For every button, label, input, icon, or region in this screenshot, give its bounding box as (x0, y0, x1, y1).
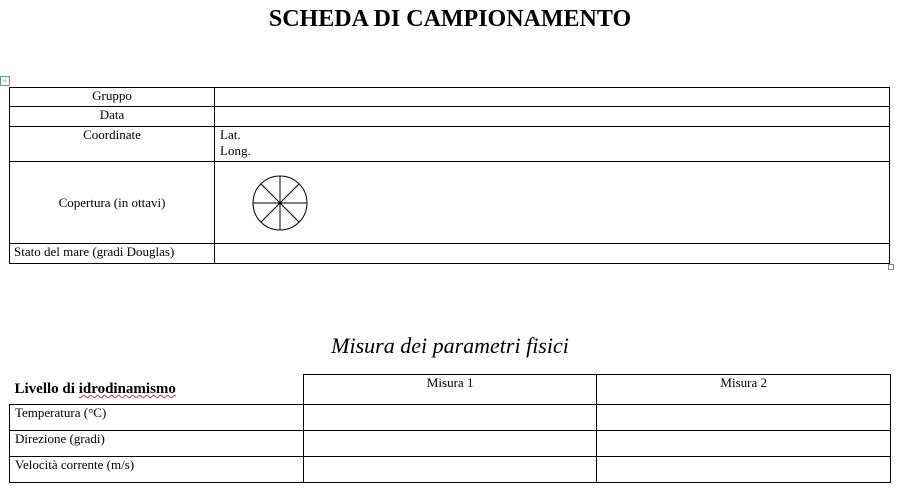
section-title: Misura dei parametri fisici (331, 333, 569, 358)
header-label: Livello di (14, 380, 79, 397)
physical-params-table (9, 374, 891, 483)
octant-circle-icon (250, 173, 310, 233)
coordinate-field[interactable] (215, 127, 890, 162)
table-row (10, 431, 891, 457)
table-resize-handle[interactable] (888, 264, 894, 270)
header-livello (10, 375, 304, 405)
long-label: Long. (220, 143, 251, 158)
lat-label: Lat. (220, 127, 241, 142)
table-row (10, 88, 890, 107)
temperatura-misura-2[interactable] (597, 405, 891, 431)
page-title: SCHEDA DI CAMPIONAMENTO (268, 6, 632, 32)
header-misura-2: Misura 2 (597, 375, 891, 405)
velocita-misura-2[interactable] (597, 457, 891, 483)
gruppo-field[interactable] (215, 88, 890, 107)
table-row (10, 457, 891, 483)
velocita-misura-1[interactable] (303, 457, 597, 483)
label-gruppo: Gruppo (10, 88, 215, 107)
label-coordinate: Coordinate (10, 127, 215, 162)
stato-mare-field[interactable] (215, 244, 890, 264)
label-velocita: Velocità corrente (m/s) (10, 457, 304, 483)
spellcheck-word: idrodinamismo (78, 380, 176, 397)
table-row (10, 162, 890, 244)
table-row (10, 405, 891, 431)
direzione-misura-2[interactable] (597, 431, 891, 457)
label-copertura: Copertura (in ottavi) (10, 162, 215, 244)
table-row (10, 127, 890, 162)
info-table (9, 87, 890, 264)
table-row (10, 107, 890, 127)
table-row (10, 244, 890, 264)
temperatura-misura-1[interactable] (303, 405, 597, 431)
data-field[interactable] (215, 107, 890, 127)
table-move-handle-icon[interactable]: + (0, 76, 10, 86)
label-data: Data (10, 107, 215, 127)
label-direzione: Direzione (gradi) (10, 431, 304, 457)
copertura-field[interactable] (215, 162, 890, 244)
label-stato-mare: Stato del mare (gradi Douglas) (10, 244, 215, 264)
direzione-misura-1[interactable] (303, 431, 597, 457)
header-misura-1: Misura 1 (303, 375, 597, 405)
label-temperatura: Temperatura (°C) (10, 405, 304, 431)
table-header-row (10, 375, 891, 405)
